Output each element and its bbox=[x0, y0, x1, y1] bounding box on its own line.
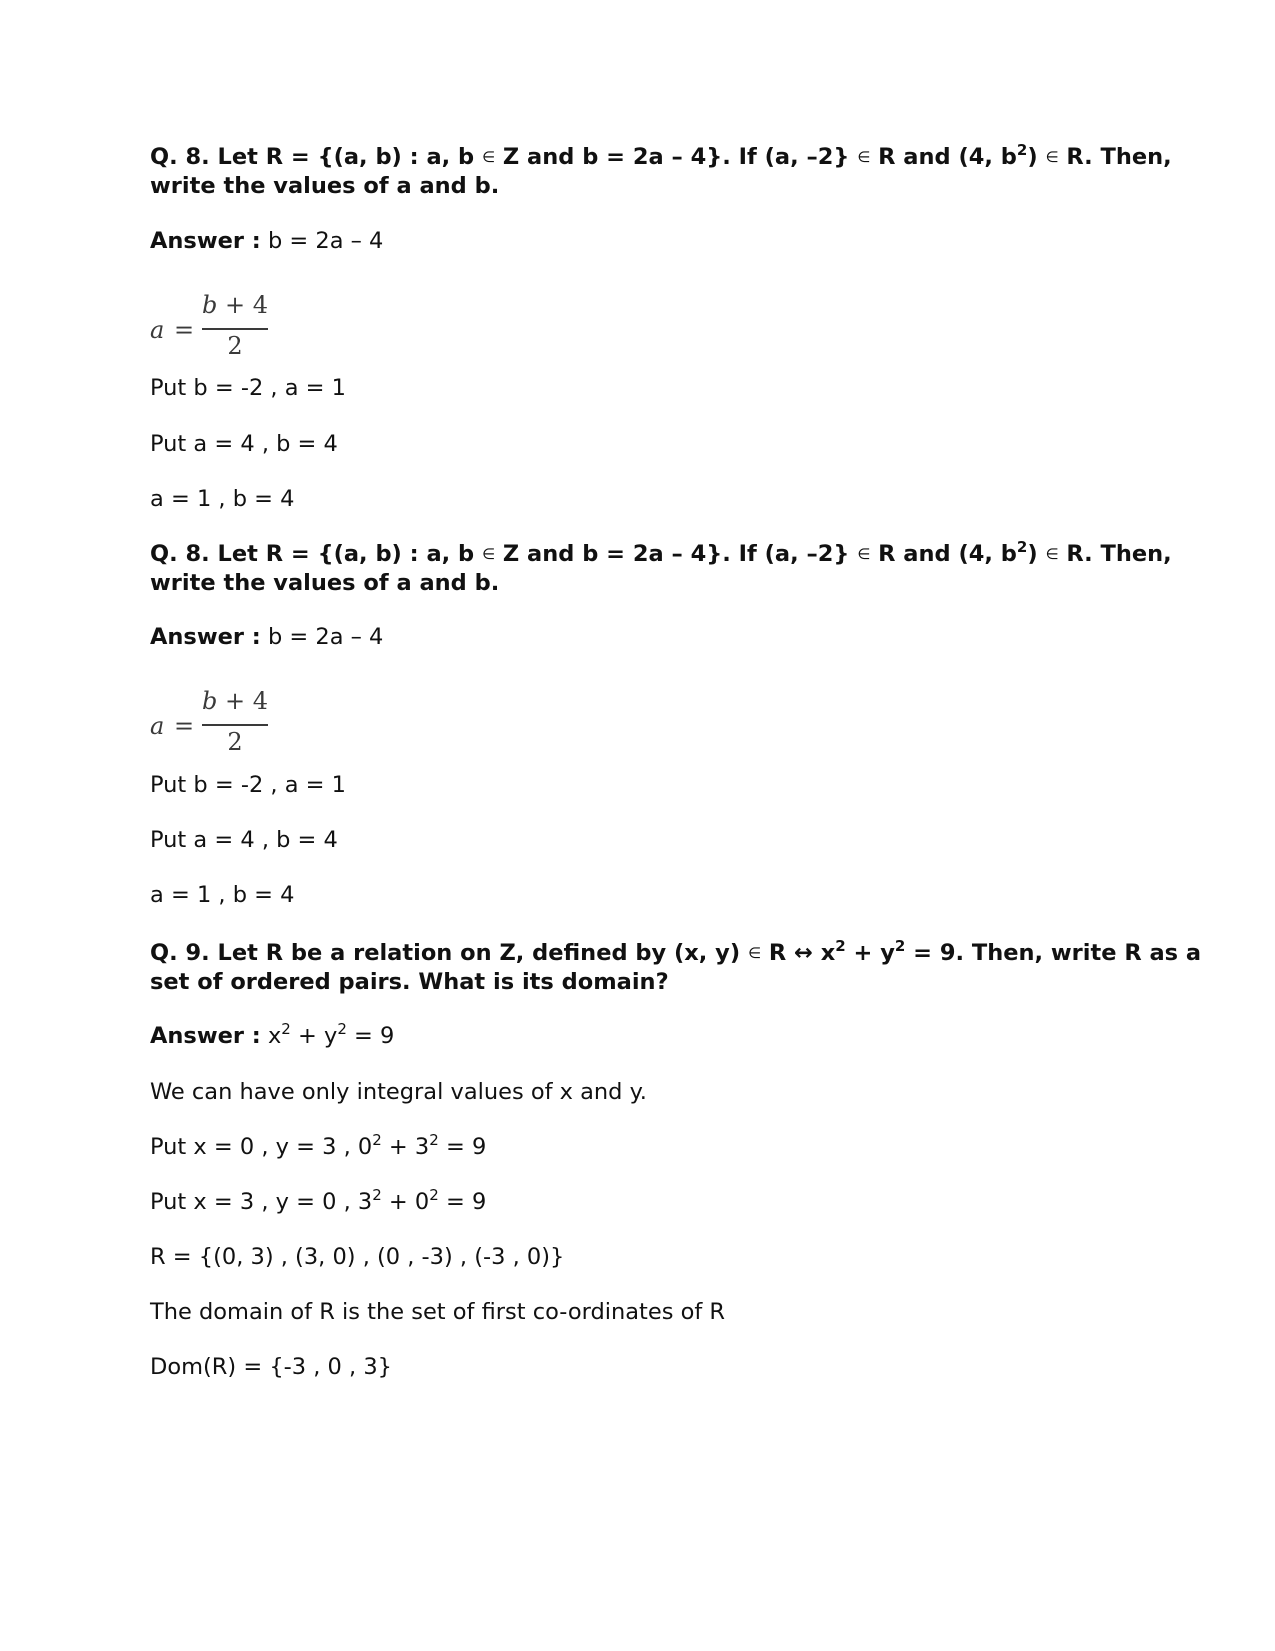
text-run: + y bbox=[845, 940, 895, 966]
superscript: 2 bbox=[835, 937, 846, 955]
text-run: Z and b = 2a – 4}. If (a, –2} bbox=[495, 144, 858, 170]
answer-label: Answer : bbox=[150, 624, 261, 650]
numerator-variable: b bbox=[202, 687, 218, 715]
answer-text: b = 2a – 4 bbox=[260, 624, 384, 650]
text-run: = 9 bbox=[438, 1134, 487, 1160]
superscript: 2 bbox=[1016, 538, 1028, 556]
question-9-line-2: set of ordered pairs. What is its domain? bbox=[150, 969, 669, 995]
element-of-symbol: ∈ bbox=[1045, 545, 1059, 563]
element-of-symbol: ∈ bbox=[857, 148, 871, 166]
superscript: 2 bbox=[337, 1020, 347, 1038]
text-run: = 9. Then, write R as a bbox=[905, 940, 1202, 966]
answer-text: b = 2a – 4 bbox=[260, 228, 384, 254]
numerator-rest: + 4 bbox=[217, 291, 269, 319]
text-run: + 3 bbox=[381, 1134, 430, 1160]
element-of-symbol: ∈ bbox=[1045, 148, 1059, 166]
text-run: ) bbox=[1027, 144, 1046, 170]
text-run: R and (4, b bbox=[870, 541, 1017, 567]
formula-lhs: a bbox=[150, 316, 165, 344]
text-run: x bbox=[260, 1023, 282, 1049]
result-line: a = 1 , b = 4 bbox=[150, 882, 295, 908]
text-run: = 9 bbox=[438, 1189, 487, 1215]
numerator-variable: b bbox=[202, 291, 218, 319]
step-line bbox=[150, 1133, 486, 1162]
text-run: Z and b = 2a – 4}. If (a, –2} bbox=[495, 541, 858, 567]
question-9-line-1 bbox=[150, 939, 1201, 968]
element-of-symbol: ∈ bbox=[857, 545, 871, 563]
superscript: 2 bbox=[1016, 141, 1028, 159]
step-line: Put a = 4 , b = 4 bbox=[150, 827, 338, 853]
text-run: Put x = 3 , y = 0 , 3 bbox=[150, 1189, 373, 1215]
text-run: R. Then, bbox=[1058, 144, 1172, 170]
text-run: + 0 bbox=[381, 1189, 430, 1215]
formula-equals: = bbox=[174, 712, 195, 740]
answer-line bbox=[150, 1022, 394, 1051]
answer-line bbox=[150, 227, 383, 256]
text-run: Q. 8. Let R = {(a, b) : a, b bbox=[150, 541, 482, 567]
step-line: Put b = -2 , a = 1 bbox=[150, 375, 346, 401]
note-line: We can have only integral values of x and y. bbox=[150, 1079, 647, 1105]
fraction-bar bbox=[202, 724, 268, 726]
text-run: R and (4, b bbox=[870, 144, 1017, 170]
fraction-formula bbox=[150, 291, 280, 365]
formula-numerator bbox=[202, 291, 268, 319]
result-line: a = 1 , b = 4 bbox=[150, 486, 295, 512]
question-8-line-1 bbox=[150, 540, 1172, 569]
superscript: 2 bbox=[429, 1186, 439, 1204]
element-of-symbol: ∈ bbox=[482, 148, 496, 166]
step-line: Put a = 4 , b = 4 bbox=[150, 431, 338, 457]
question-8-line-2: write the values of a and b. bbox=[150, 570, 500, 596]
numerator-rest: + 4 bbox=[217, 687, 269, 715]
formula-denominator: 2 bbox=[227, 728, 243, 756]
answer-label: Answer : bbox=[150, 1023, 261, 1049]
text-run: R. Then, bbox=[1058, 541, 1172, 567]
superscript: 2 bbox=[372, 1131, 382, 1149]
formula-numerator bbox=[202, 687, 268, 715]
formula-equals: = bbox=[174, 316, 195, 344]
element-of-symbol: ∈ bbox=[747, 944, 762, 962]
text-run: Put x = 0 , y = 3 , 0 bbox=[150, 1134, 373, 1160]
domain-text-line: The domain of R is the set of first co-ordinates of R bbox=[150, 1299, 726, 1325]
fraction-formula bbox=[150, 687, 280, 761]
formula-denominator: 2 bbox=[227, 332, 243, 360]
element-of-symbol: ∈ bbox=[482, 545, 496, 563]
text-run: + y bbox=[290, 1023, 338, 1049]
question-8-line-2: write the values of a and b. bbox=[150, 173, 500, 199]
superscript: 2 bbox=[894, 937, 906, 955]
step-line: Put b = -2 , a = 1 bbox=[150, 772, 346, 798]
text-run: Q. 9. Let R be a relation on Z, defined by (x, y) bbox=[150, 940, 748, 966]
superscript: 2 bbox=[372, 1186, 382, 1204]
answer-label: Answer : bbox=[150, 228, 261, 254]
step-line bbox=[150, 1188, 486, 1217]
text-run: ) bbox=[1027, 541, 1046, 567]
formula-lhs: a bbox=[150, 712, 165, 740]
relation-line: R = {(0, 3) , (3, 0) , (0 , -3) , (-3 , 0)} bbox=[150, 1244, 565, 1270]
text-run: = 9 bbox=[346, 1023, 395, 1049]
question-8-line-1 bbox=[150, 143, 1172, 172]
superscript: 2 bbox=[281, 1020, 291, 1038]
text-run: Q. 8. Let R = {(a, b) : a, b bbox=[150, 144, 482, 170]
fraction-bar bbox=[202, 328, 268, 330]
superscript: 2 bbox=[429, 1131, 439, 1149]
answer-line bbox=[150, 623, 383, 652]
text-run: R ↔ x bbox=[761, 940, 836, 966]
domain-value-line: Dom(R) = {-3 , 0 , 3} bbox=[150, 1354, 392, 1380]
